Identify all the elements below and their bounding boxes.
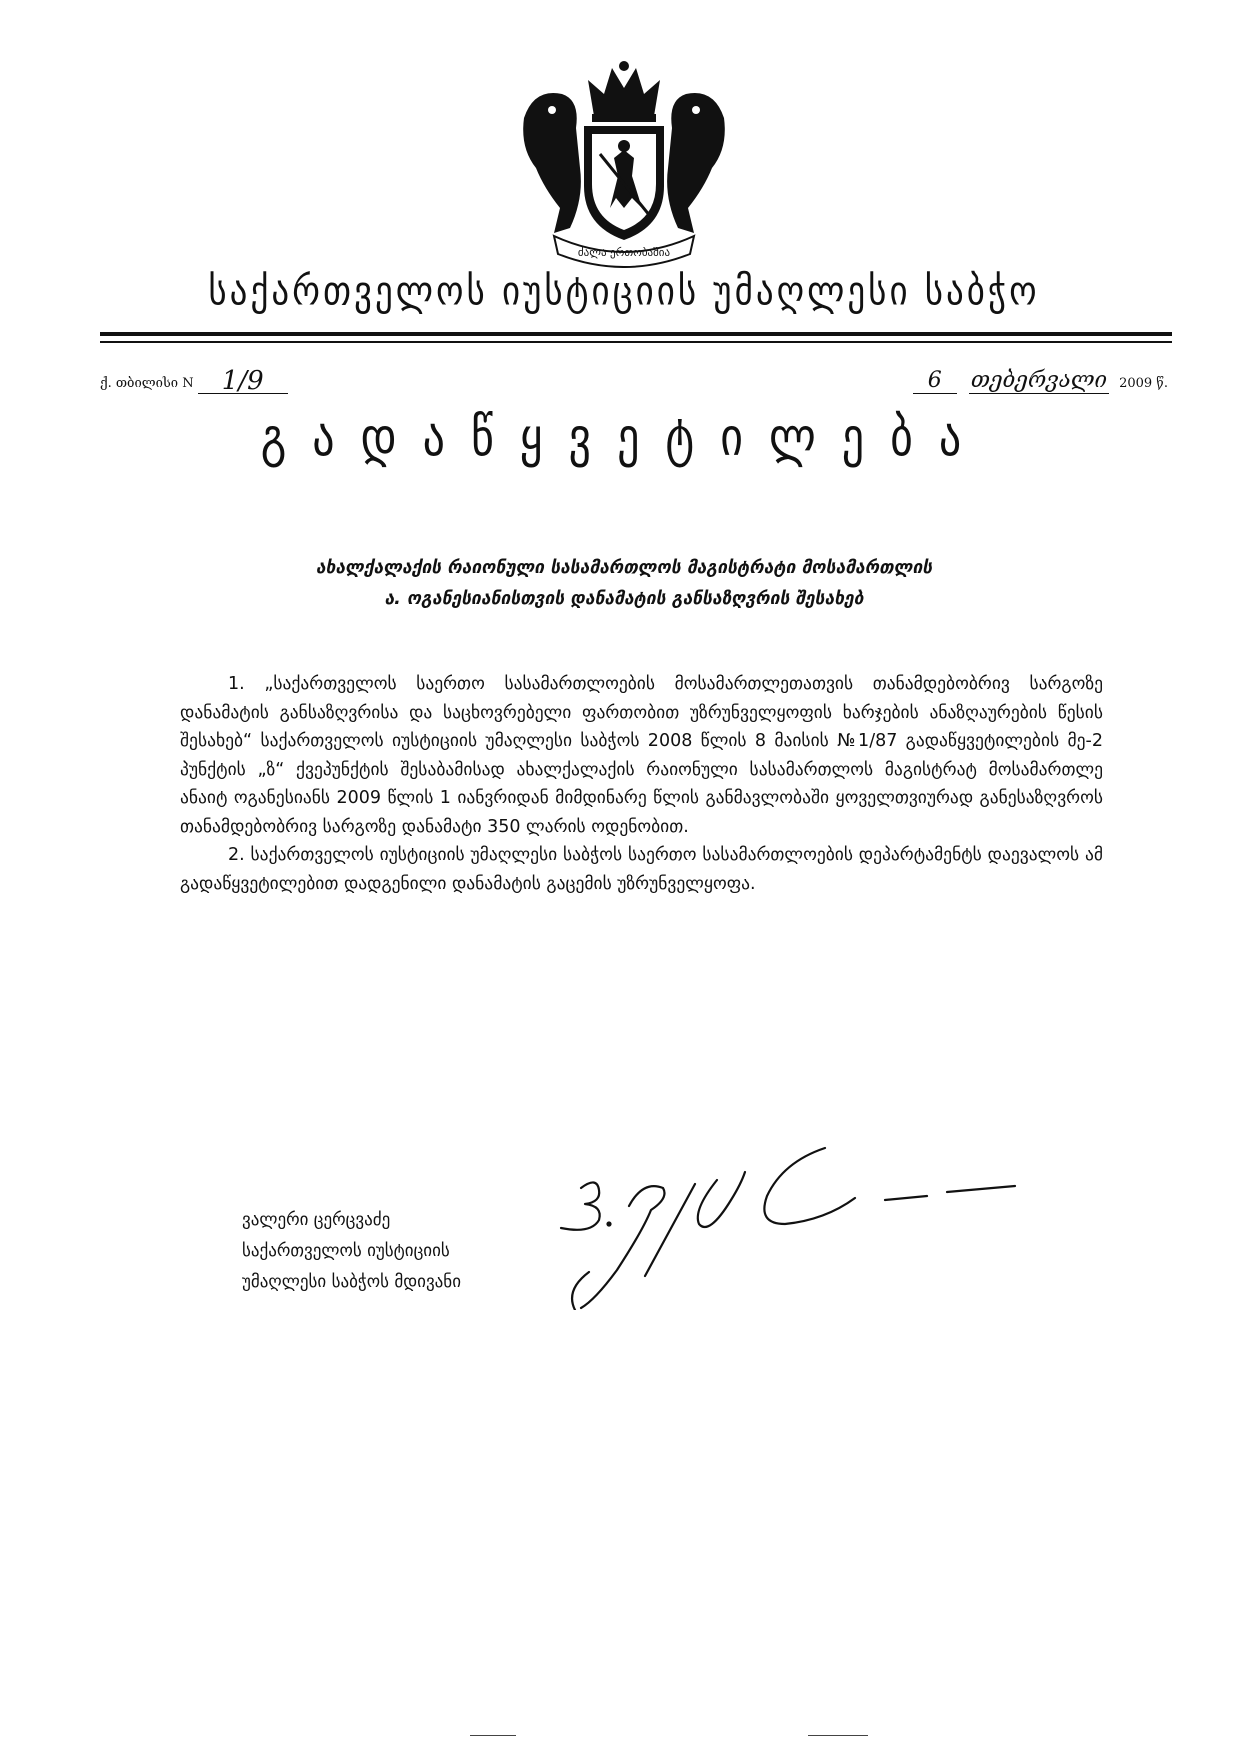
document-body xyxy=(180,670,1103,898)
document-subject xyxy=(140,553,1108,615)
body-paragraph-1: 1. „საქართველოს საერთო სასამართლოების მოსამართლეთათვის თანამდებობრივ სარგოზე დანამატის განსაზღვრისა და საცხოვრებელი ფართობით უზრუნველყოფის ხარჯების ანაზღაურების წესის შესახებ“ საქართველოს იუსტიციის უმაღლესი საბჭოს 2008 წლის 8 მაისის №1/87 გადაწყვეტილების მე-2 პუნქტის „ზ“ ქვეპუნქტის შესაბამისად ახალქალაქის რაიონული სასამართლოს მაგისტრატ მოსამართლე ანაიტ ოგანესიანს 2009 წლის 1 იანვრიდან მიმდინარე წლის განმავლობაში ყოველთვიურად განესაზღვროს თანამდებობრივ სარგოზე დანამატი 350 ლარის ოდენობით. xyxy=(180,674,1103,837)
document-number xyxy=(100,366,288,396)
document-number-label: ქ. თბილისი N xyxy=(100,376,194,391)
subject-line-2: ა. ოგანესიანისთვის დანამატის განსაზღვრის შესახებ xyxy=(384,589,864,609)
date-day: 6 xyxy=(913,369,957,394)
signatory-title-line-1: საქართველოს იუსტიციის xyxy=(242,1241,450,1261)
signatory-block xyxy=(242,1205,461,1298)
header-rule-thin xyxy=(100,341,1172,343)
document-date xyxy=(913,369,1168,394)
coat-of-arms-icon xyxy=(514,58,734,268)
footer-mark-right xyxy=(808,1735,868,1736)
footer-mark-left xyxy=(470,1735,516,1736)
signatory-title-line-2: უმაღლესი საბჭოს მდივანი xyxy=(242,1272,461,1292)
emblem-motto: ძალა ერთობაშია xyxy=(577,246,671,259)
date-month: თებერვალი xyxy=(970,368,1108,393)
body-paragraph-2: 2. საქართველოს იუსტიციის უმაღლესი საბჭოს საერთო სასამართლოების დეპარტამენტს დაევალოს ამ გადაწყვეტილებით დადგენილი დანამატის გაცემის უზრუნველყოფა. xyxy=(180,845,1103,894)
document-type-heading: გადაწყვეტილება xyxy=(260,406,988,469)
subject-line-1: ახალქალაქის რაიონული სასამართლოს მაგისტრატი მოსამართლის xyxy=(315,558,933,578)
header-rule-thick xyxy=(100,332,1172,336)
document-number-value: 1/9 xyxy=(198,369,288,394)
date-year: 2009 წ. xyxy=(1119,376,1168,391)
signatory-name: ვალერი ცერცვაძე xyxy=(242,1210,391,1230)
organization-name: საქართველოს იუსტიციის უმაღლესი საბჭო xyxy=(208,269,1040,315)
handwritten-signature xyxy=(545,1140,1065,1310)
